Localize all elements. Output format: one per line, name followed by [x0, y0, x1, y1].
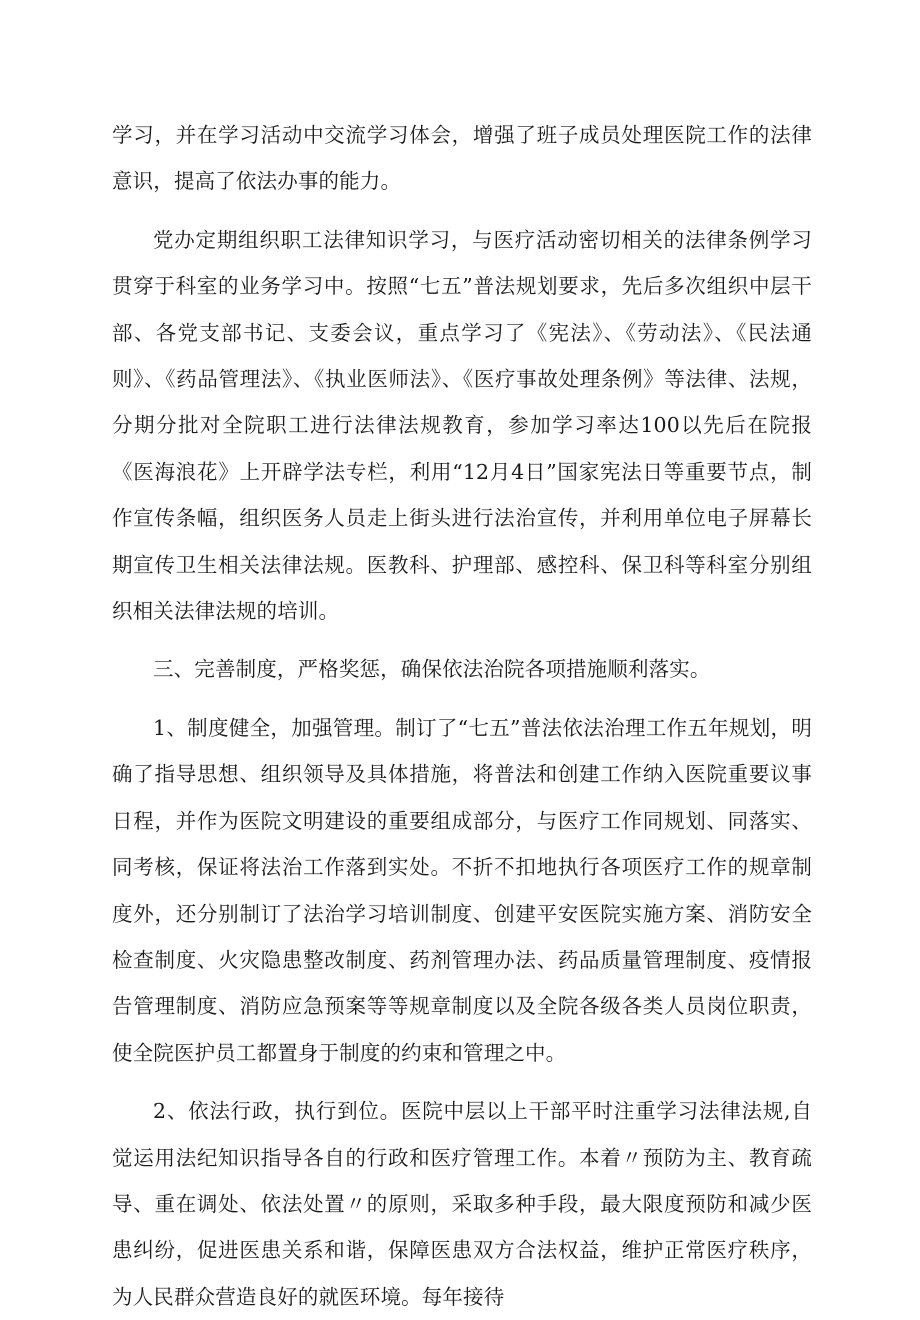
section-heading-three: 三、完善制度，严格奖惩，确保依法治院各项措施顺利落实。	[153, 657, 711, 682]
document-body	[112, 112, 812, 1320]
paragraph-party-office-study: 党办定期组织职工法律知识学习，与医疗活动密切相关的法律条例学习贯穿于科室的业务学习中。按照“七五”普法规划要求，先后多次组织中层干部、各党支部书记、支委会议，重点学习了《宪法》、《劳动法》、《民法通则》、《药品管理法》、《执业医师法》、《医疗事故处理条例》等法律、法规，分期分批对全院职工进行法律法规教育，参加学习率达100以先后在院报《医海浪花》上开辟学法专栏，利用“12月4日”国家宪法日等重要节点，制作宣传条幅，组织医务人员走上街头进行法治宣传，并利用单位电子屏幕长期宣传卫生相关法律法规。医教科、护理部、感控科、保卫科等科室分别组织相关法律法规的培训。	[112, 227, 812, 624]
paragraph-system-management: 1、制度健全，加强管理。制订了“七五”普法依法治理工作五年规划，明确了指导思想、组织领导及具体措施，将普法和创建工作纳入医院重要议事日程，并作为医院文明建设的重要组成部分，与医疗工作同规划、同落实、同考核，保证将法治工作落到实处。不折不扣地执行各项医疗工作的规章制度外，还分别制订了法治学习培训制度、创建平安医院实施方案、消防安全检查制度、火灾隐患整改制度、药剂管理办法、药品质量管理制度、疫情报告管理制度、消防应急预案等等规章制度以及全院各级各类人员岗位职责，使全院医护员工都置身于制度的约束和管理之中。	[112, 715, 812, 1065]
paragraph-administration-by-law: 2、依法行政，执行到位。医院中层以上干部平时注重学习法律法规,自觉运用法纪知识指导各自的行政和医疗管理工作。本着〃预防为主、教育疏导、重在调处、依法处置〃的原则，采取多种手段，最大限度预防和减少医患纠纷，促进医患关系和谐，保障医患双方合法权益，维护正常医疗秩序，为人民群众营造良好的就医环境。每年接待	[112, 1099, 812, 1309]
paragraph-continuation: 学习，并在学习活动中交流学习体会，增强了班子成员处理医院工作的法律意识，提高了依法办事的能力。	[112, 123, 812, 194]
